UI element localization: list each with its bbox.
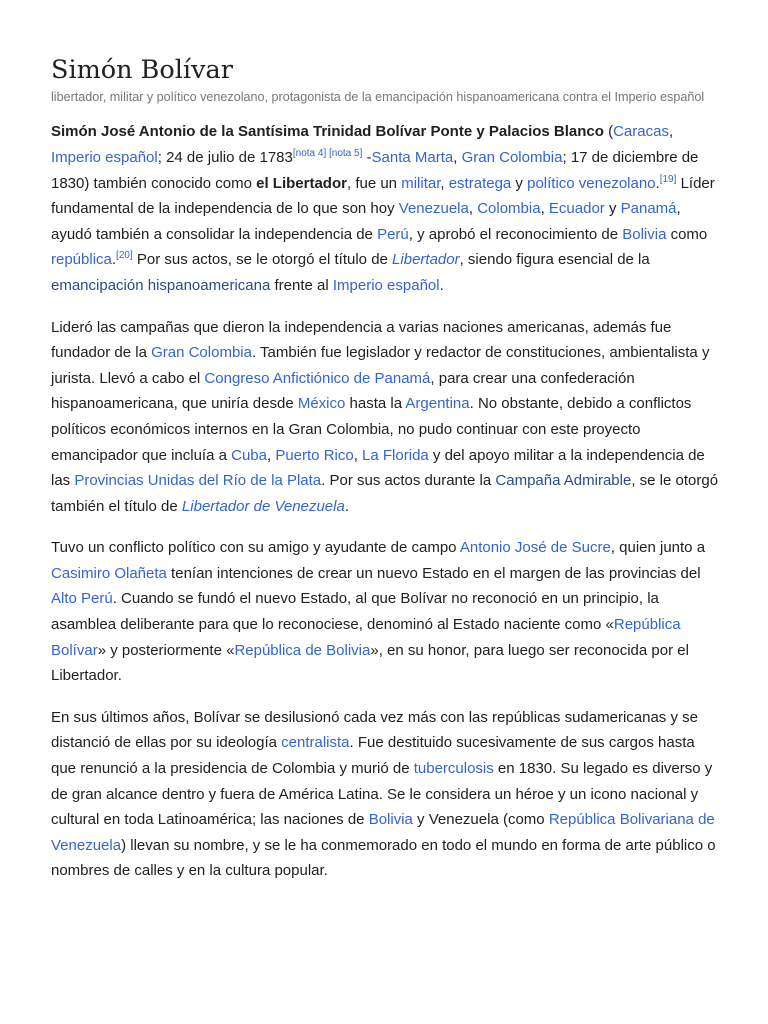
text: y <box>511 174 528 192</box>
link-emancipacion-hispanoamericana[interactable]: emancipación hispanoamericana <box>51 276 271 294</box>
page-description: libertador, militar y político venezolano, protagonista de la emancipación hispanoamericana contra el Imperio español <box>51 90 705 105</box>
paragraph-last-years <box>51 705 721 884</box>
link-republica-bolivariana[interactable]: República Bolivariana de Venezuela <box>51 811 715 854</box>
text: . <box>344 497 349 515</box>
text: - <box>362 148 372 166</box>
link-la-florida[interactable]: La Florida <box>362 446 429 464</box>
ref-20[interactable]: [20] <box>116 250 133 262</box>
text: , fue un <box>346 174 402 192</box>
link-imperio-espanol-2[interactable]: Imperio español <box>332 276 440 294</box>
link-tuberculosis[interactable]: tuberculosis <box>413 760 494 778</box>
link-alto-peru[interactable]: Alto Perú <box>51 590 113 608</box>
link-republica-bolivar[interactable]: República Bolívar <box>51 616 681 659</box>
ref-nota-5[interactable]: [nota 5] <box>329 147 363 159</box>
text: , <box>353 446 363 464</box>
text: , <box>266 446 276 464</box>
text: . Cuando se fundó el nuevo Estado, al que Bolívar no reconoció en un principio, la asamblea deliberante para que lo reconociese, denominó al Estado naciente como « <box>51 590 659 634</box>
link-republica[interactable]: república <box>51 251 112 269</box>
text: hasta la <box>345 395 406 413</box>
text: Líder fundamental de la independencia de lo que son hoy <box>51 174 715 218</box>
text: en 1830. Su legado es diverso y de gran alcance dentro y fuera de América Latina. Se le considera un héroe y un icono nacional y cultural en toda Latinoamérica; las naciones de <box>51 760 713 829</box>
text: Lideró las campañas que dieron la independencia a varias naciones americanas, además fue fundador de la <box>51 318 672 362</box>
paragraph-campaigns <box>51 315 721 520</box>
text: tenían intenciones de crear un nuevo Estado en el margen de las provincias del <box>166 564 701 582</box>
text: , para crear una confederación hispanoamericana, que uniría desde <box>51 369 635 413</box>
text: , quien junto a <box>610 539 706 557</box>
text: , y aprobó el reconocimiento de <box>408 225 623 243</box>
text: ( <box>603 123 614 141</box>
link-bolivia-2[interactable]: Bolivia <box>368 811 413 829</box>
text: . También fue legislador y redactor de constituciones, ambientalista y jurista. Llevó a cabo el <box>51 344 710 387</box>
text: En sus últimos años, Bolívar se desilusionó cada vez más con las repúblicas sudamericanas y se distanció de ellas por su ideología <box>51 708 698 752</box>
paragraph-intro <box>51 119 721 298</box>
link-bolivia[interactable]: Bolivia <box>622 225 667 243</box>
text: . Fue destituido sucesivamente de sus cargos hasta que renunció a la presidencia de Colombia y murió de <box>51 734 695 778</box>
link-imperio-espanol[interactable]: Imperio español <box>51 148 158 166</box>
link-ecuador[interactable]: Ecuador <box>548 200 605 218</box>
text: Por sus actos, se le otorgó el título de <box>132 251 393 269</box>
article-content <box>51 54 721 900</box>
text: y del apoyo militar a la independencia de las <box>51 446 705 490</box>
text: como <box>666 225 708 243</box>
link-venezuela[interactable]: Venezuela <box>398 200 469 218</box>
link-congreso-anfictionico[interactable]: Congreso Anfictiónico de Panamá <box>204 369 431 387</box>
link-militar[interactable]: militar <box>401 174 441 192</box>
link-casimiro-olaneta[interactable]: Casimiro Olañeta <box>51 564 167 582</box>
link-peru[interactable]: Perú <box>377 225 409 243</box>
link-santa-marta[interactable]: Santa Marta <box>371 148 454 166</box>
link-colombia[interactable]: Colombia <box>477 200 541 218</box>
link-caracas[interactable]: Caracas <box>613 123 669 141</box>
link-mexico[interactable]: México <box>297 395 346 413</box>
text: , se le otorgó también el título de <box>51 472 719 515</box>
text: , <box>440 174 449 192</box>
link-gran-colombia[interactable]: Gran Colombia <box>461 148 563 166</box>
text: frente al <box>270 276 333 294</box>
text: », en su honor, para luego ser reconocida por el Libertador. <box>51 641 689 685</box>
link-campana-admirable[interactable]: Campaña Admirable <box>495 472 632 490</box>
link-libertador-title[interactable]: Libertador <box>392 251 460 269</box>
link-antonio-jose-de-sucre[interactable]: Antonio José de Sucre <box>459 539 611 557</box>
text: . <box>111 251 117 269</box>
text: . No obstante, debido a conflictos políticos económicos internos en la Gran Colombia, no pudo continuar con este proyecto emancipador que incluía a <box>51 395 692 464</box>
link-puerto-rico[interactable]: Puerto Rico <box>275 446 354 464</box>
text: ; 24 de julio de 1783 <box>157 148 293 166</box>
text: ; 17 de diciembre de 1830) también conocido como <box>51 148 699 192</box>
link-argentina[interactable]: Argentina <box>405 395 470 413</box>
ref-nota-4[interactable]: [nota 4] <box>292 147 327 159</box>
full-name: Simón José Antonio de la Santísima Trinidad Bolívar Ponte y Palacios Blanco <box>51 123 604 141</box>
text: , <box>540 200 549 218</box>
ref-19[interactable]: [19] <box>659 173 677 185</box>
text: , <box>668 123 674 141</box>
link-centralista[interactable]: centralista <box>281 734 350 752</box>
text: . <box>655 174 660 192</box>
link-gran-colombia-2[interactable]: Gran Colombia <box>151 344 252 362</box>
text: Tuvo un conflicto político con su amigo y ayudante de campo <box>51 539 460 557</box>
text: y <box>604 200 621 218</box>
text: , siendo figura esencial de la <box>459 251 650 269</box>
page-title: Simón Bolívar <box>51 55 233 85</box>
text: ) llevan su nombre, y se le ha conmemorado en todo el mundo en forma de arte público o nombres de calles y en la cultura popular. <box>51 836 716 880</box>
link-estratega[interactable]: estratega <box>448 174 512 192</box>
text: , <box>453 148 462 166</box>
link-libertador-de-venezuela[interactable]: Libertador de Venezuela <box>181 497 345 515</box>
link-cuba[interactable]: Cuba <box>231 446 267 464</box>
text: , ayudó también a consolidar la independencia de <box>51 200 681 243</box>
paragraph-sucre <box>51 535 721 689</box>
bold-libertador: el Libertador <box>256 174 347 192</box>
text: . <box>439 276 444 294</box>
text: y Venezuela (como <box>412 811 549 829</box>
text: . Por sus actos durante la <box>321 472 496 490</box>
link-politico-venezolano[interactable]: político venezolano <box>527 174 656 192</box>
link-republica-de-bolivia[interactable]: República de Bolivia <box>234 641 371 659</box>
text: » y posteriormente « <box>97 641 235 659</box>
text: , <box>468 200 478 218</box>
link-provincias-unidas[interactable]: Provincias Unidas del Río de la Plata <box>74 472 322 490</box>
link-panama[interactable]: Panamá <box>620 200 677 218</box>
